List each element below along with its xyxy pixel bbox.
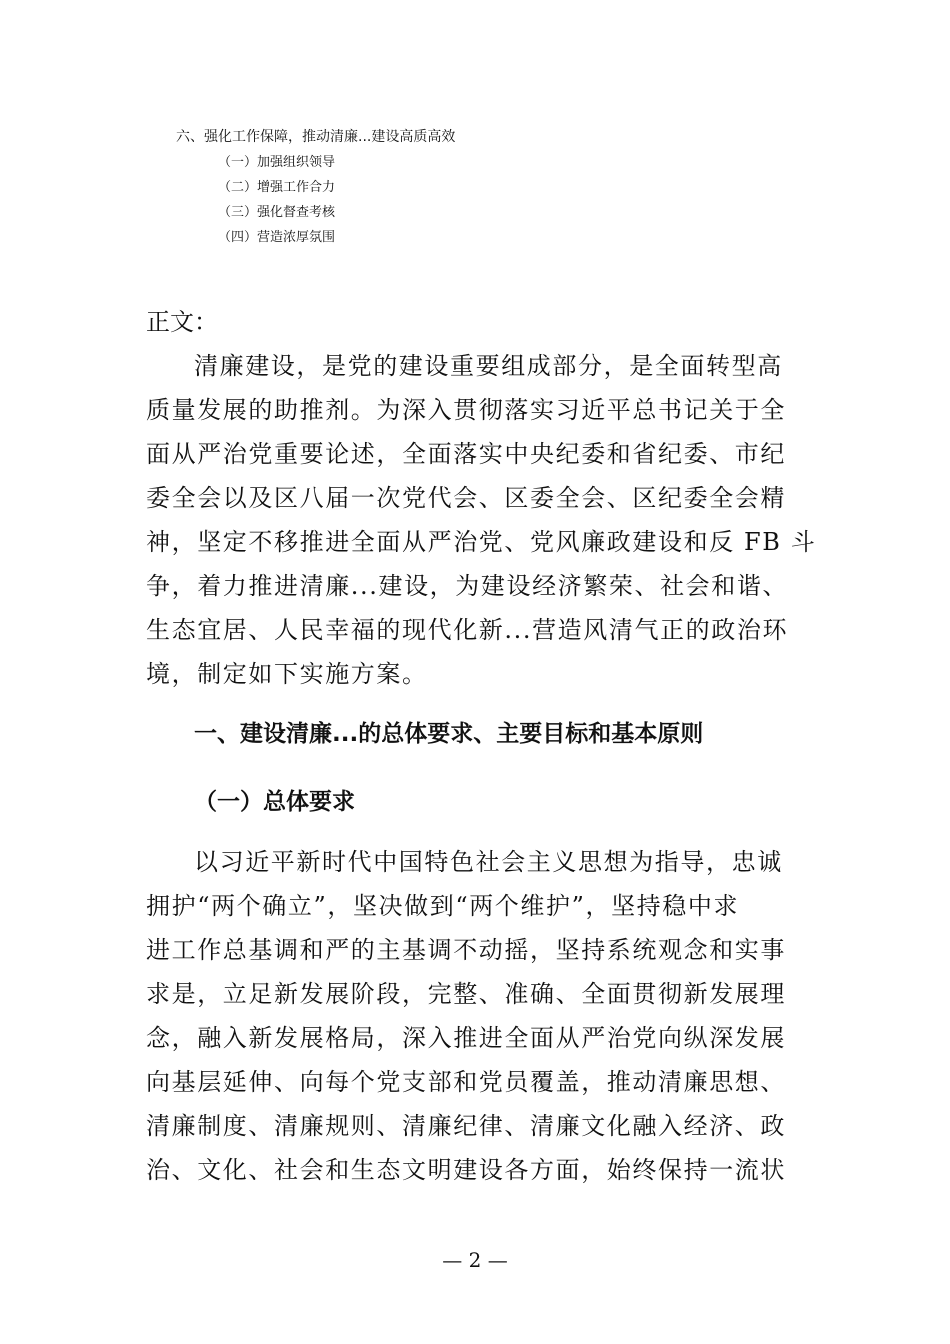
- paragraph-line: 境，制定如下实施方案。: [146, 660, 428, 688]
- paragraph-line: 念，融入新发展格局，深入推进全面从严治党向纵深发展: [146, 1024, 786, 1052]
- requirements-paragraph: [146, 840, 806, 1192]
- paragraph-line: 委全会以及区八届一次党代会、区委全会、区纪委全会精: [146, 484, 786, 512]
- section-heading: 一、建设清廉...的总体要求、主要目标和基本原则: [194, 721, 704, 747]
- intro-paragraph: [146, 344, 817, 696]
- page-number: — 2 —: [442, 1248, 508, 1272]
- toc-item: （三）强化督查考核: [218, 205, 336, 220]
- toc-item: （二）增强工作合力: [218, 180, 336, 195]
- paragraph-line: 拥护“两个确立”，坚决做到“两个维护”，坚持稳中求: [146, 892, 740, 920]
- paragraph-line: 求是，立足新发展阶段，完整、准确、全面贯彻新发展理: [146, 980, 786, 1008]
- paragraph-line: 进工作总基调和严的主基调不动摇，坚持系统观念和实事: [146, 936, 786, 964]
- paragraph-line: 神，坚定不移推进全面从严治党、党风廉政建设和反 FB 斗: [146, 528, 817, 556]
- table-of-contents: [176, 126, 776, 250]
- paragraph-line: 面从严治党重要论述，全面落实中央纪委和省纪委、市纪: [146, 440, 786, 468]
- toc-heading: 六、强化工作保障，推动清廉...建设高质高效: [176, 129, 456, 145]
- paragraph-line: 向基层延伸、向每个党支部和党员覆盖，推动清廉思想、: [146, 1068, 786, 1096]
- subsection-heading: （一）总体要求: [194, 789, 355, 815]
- toc-item: （四）营造浓厚氛围: [218, 230, 336, 245]
- paragraph-line: 清廉制度、清廉规则、清廉纪律、清廉文化融入经济、政: [146, 1112, 786, 1140]
- toc-item: （一）加强组织领导: [218, 155, 336, 170]
- paragraph-line: 争，着力推进清廉...建设，为建设经济繁荣、社会和谐、: [146, 572, 789, 600]
- paragraph-line: 生态宜居、人民幸福的现代化新...营造风清气正的政治环: [146, 616, 789, 644]
- paragraph-line: 以习近平新时代中国特色社会主义思想为指导，忠诚: [194, 848, 783, 876]
- paragraph-line: 治、文化、社会和生态文明建设各方面，始终保持一流状: [146, 1156, 786, 1184]
- body-label: 正文：: [146, 308, 218, 336]
- paragraph-line: 清廉建设，是党的建设重要组成部分，是全面转型高: [194, 352, 783, 380]
- paragraph-line: 质量发展的助推剂。为深入贯彻落实习近平总书记关于全: [146, 396, 786, 424]
